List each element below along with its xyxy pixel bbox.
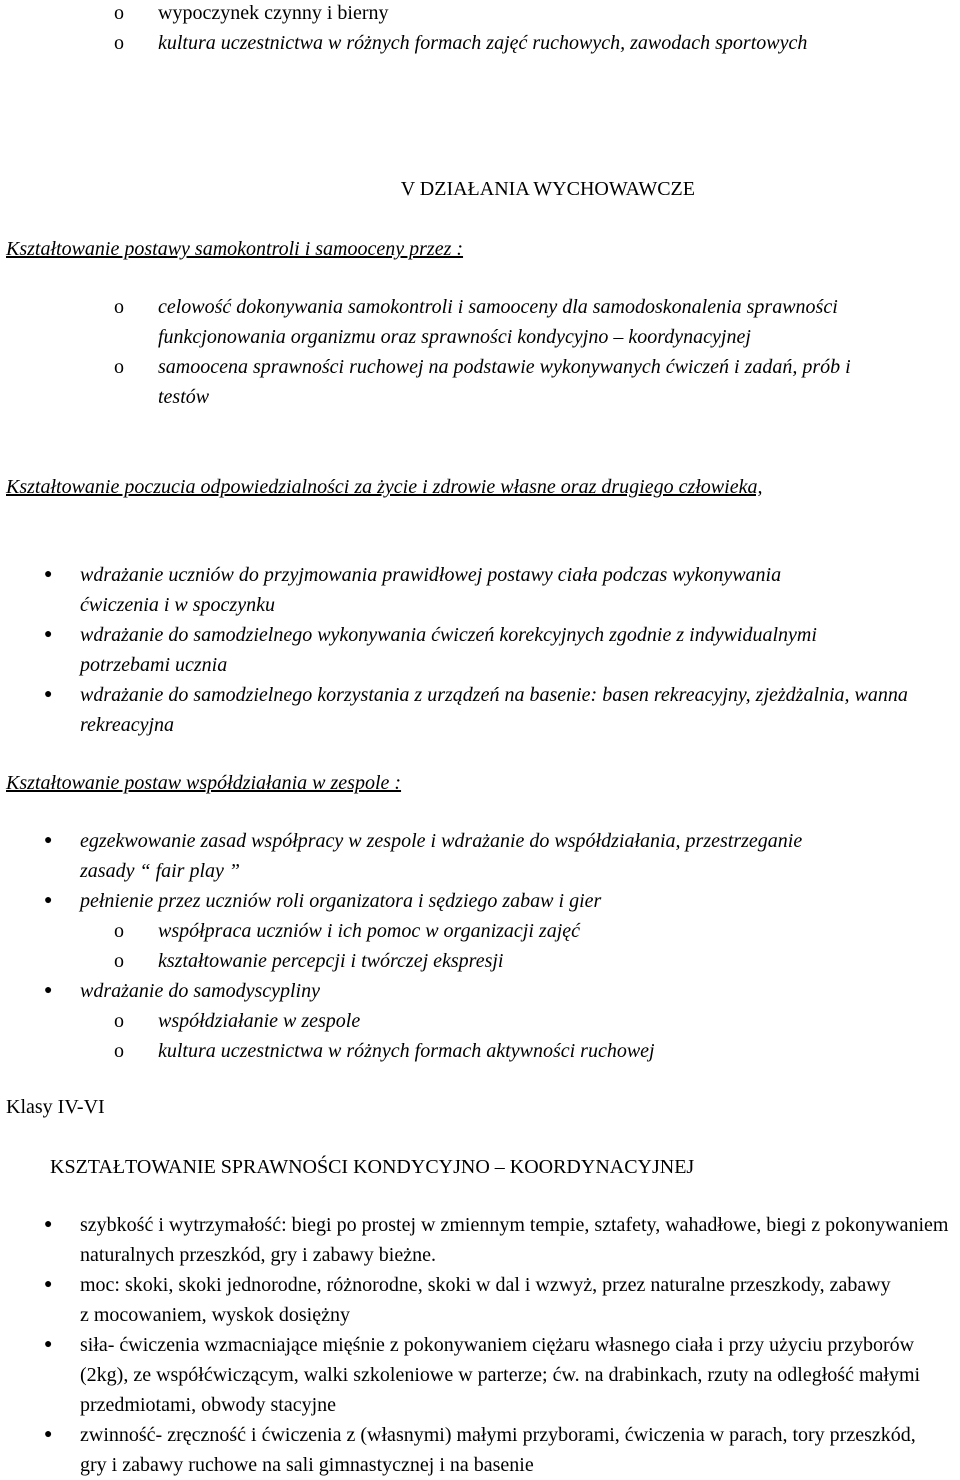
heading-wspoldzialanie: Kształtowanie postaw współdziałania w zespole : [6,772,402,794]
list-item [0,352,905,412]
list-subitem [0,946,880,976]
list-subitem [0,916,880,946]
list-item [0,620,870,680]
list-subitem [0,1006,880,1036]
list-item-text: wdrażanie do samodzielnego korzystania z urządzeń na basenie: basen rekreacyjny, zjeżdżalnia, wanna rekreacyjna [80,684,908,736]
bullet-icon: ● [44,567,53,582]
list-item-text: siła- ćwiczenia wzmacniające mięśnie z pokonywaniem ciężaru własnego ciała i przy użyciu przyborów (2kg), ze współćwiczącym, walki szkoleniowe w parterze; ćw. na drabinkach, rzuty na odległość małymi przedmiotami, obwody stacyjne [80,1334,921,1416]
list-wspoldzialanie [0,826,880,1066]
heading-odpowiedzialnosc: Kształtowanie poczucia odpowiedzialności za życie i zdrowie własne oraz drugiego człowieka, [6,476,763,498]
list-odpowiedzialnosc [0,560,945,740]
list-item-text: pełnienie przez uczniów roli organizatora i sędziego zabaw i gier [80,890,602,912]
list-marker: o [114,920,124,942]
list-item [0,28,848,58]
list-item-text: kultura uczestnictwa w różnych formach aktywności ruchowej [158,1040,655,1062]
heading-samokontrola: Kształtowanie postawy samokontroli i samooceny przez : [6,238,464,260]
list-item-text: samoocena sprawności ruchowej na podstawie wykonywanych ćwiczeń i zadań, prób i testów [158,356,851,408]
list-item-text: celowość dokonywania samokontroli i samooceny dla samodoskonalenia sprawności funkcjonowania organizmu oraz sprawności kondycyjno – koordynacyjnej [158,296,838,348]
bullet-icon: ● [44,627,53,642]
list-item-text: egzekwowanie zasad współpracy w zespole i wdrażanie do współdziałania, przestrzeganie zasady “ fair play ” [80,830,803,882]
bullet-icon: ● [44,687,53,702]
section-title-dzialania-wychowawcze: V DZIAŁANIA WYCHOWAWCZE [400,178,695,200]
list-item-text: moc: skoki, skoki jednorodne, różnorodne, skoki w dal i wzwyż, przez naturalne przeszkody, zabawy z mocowaniem, wyskok dosiężny [80,1274,891,1326]
list-item [0,0,900,28]
list-item-text: wdrażanie do samodzielnego wykonywania ćwiczeń korekcyjnych zgodnie z indywidualnymi potrzebami ucznia [80,624,817,676]
list-item-text: wdrażanie do samodyscypliny [80,980,320,1002]
section-title-kondycja: KSZTAŁTOWANIE SPRAWNOŚCI KONDYCYJNO – KOORDYNACYJNEJ [50,1156,695,1178]
list-marker: o [114,356,124,378]
bullet-icon: ● [44,1217,53,1232]
list-item [0,680,945,740]
top-list [0,0,900,58]
bullet-icon: ● [44,1277,53,1292]
list-item [0,886,880,916]
list-samokontrola [0,292,905,412]
bullet-icon: ● [44,983,53,998]
list-marker: o [114,32,124,54]
list-item [0,560,850,620]
list-item-text: współpraca uczniów i ich pomoc w organizacji zajęć [158,920,581,942]
list-item [0,1210,958,1270]
list-item [0,976,880,1006]
list-item [0,1330,958,1420]
list-item-text: wdrażanie uczniów do przyjmowania prawidłowej postawy ciała podczas wykonywania ćwiczenia i w spoczynku [80,564,782,616]
list-item-text: zwinność- zręczność i ćwiczenia z (własnymi) małymi przyborami, ćwiczenia w parach, tory przeszkód, gry i zabawy ruchowe na sali gimnastycznej i na basenie [80,1424,916,1476]
list-item [0,1420,940,1480]
klasy-label: Klasy IV-VI [6,1096,105,1118]
list-item [0,1270,900,1330]
list-subitem [0,1036,880,1066]
list-marker: o [114,1040,124,1062]
bullet-icon: ● [44,1337,53,1352]
list-item [0,826,860,886]
list-marker: o [114,296,124,318]
list-item-text: szybkość i wytrzymałość: biegi po prostej w zmiennym tempie, sztafety, wahadłowe, biegi z pokonywaniem naturalnych przeszkód, gry i zabawy bieżne. [80,1214,949,1266]
list-marker: o [114,1010,124,1032]
list-item [0,292,905,352]
list-item-text: kształtowanie percepcji i twórczej ekspresji [158,950,504,972]
list-item-text: kultura uczestnictwa w różnych formach zajęć ruchowych, zawodach sportowych [158,32,808,54]
list-marker: o [114,2,124,24]
list-kondycja [0,1210,958,1480]
bullet-icon: ● [44,893,53,908]
list-marker: o [114,950,124,972]
bullet-icon: ● [44,1427,53,1442]
bullet-icon: ● [44,833,53,848]
list-item-text: wypoczynek czynny i bierny [158,2,389,24]
list-item-text: współdziałanie w zespole [158,1010,361,1032]
